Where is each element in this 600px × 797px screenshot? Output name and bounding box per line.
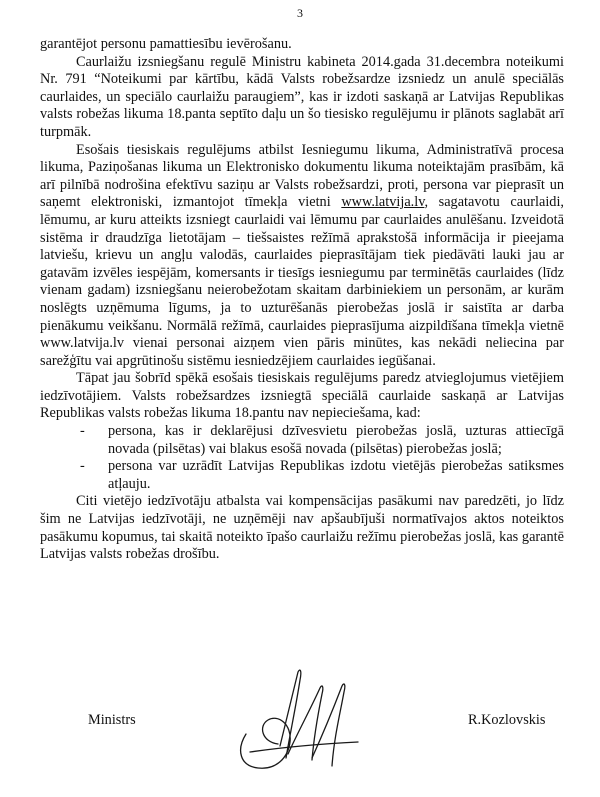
page-number: 3 [297, 6, 303, 20]
list-item [40, 458, 564, 493]
paragraph-continuation: garantējot personu pamattiesību ievērošanu. [40, 36, 292, 52]
list-dash: - [80, 458, 85, 475]
paragraph-relief: Tāpat jau šobrīd spēkā esošais tiesiskais regulējums paredz atvieglojumus vietējiem iedzīvotājiem. Valsts robežsardzes izsniegtā speciālā caurlaide saskaņā ar Latvijas Republikas valsts robežas likuma 18.pantu nav nepieciešama, kad: [40, 370, 564, 422]
list-item-text: persona var uzrādīt Latvijas Republikas izdotu vietējās pierobežas satiksmes atļauju. [108, 458, 564, 492]
signature-block [0, 712, 600, 732]
document-body [40, 36, 564, 564]
exemption-list [40, 423, 564, 493]
paragraph-legal-framework-start: Esošais tiesiskais regulējums atbilst Iesniegumu likuma, Administratīvā procesa likuma, Paziņošanas likuma un Elektronisko dokumentu likuma noteiktajām prasībām, kā arī pilnībā nodrošina efektīvu saziņu ar Valsts robežsardzi, proti, persona var pieprasīt un saņemt elektroniski, izmantojot tīmekļa vietni [40, 141, 564, 211]
paragraph-legal-framework-end: , sagatavotu caurlaidi, lēmumu, ar kuru atteikts izsniegt caurlaidi vai lēmumu par caurlaides anulēšanu. Izveidotā sistēma ir draudzīga lietotājam – tiešsaistes režīmā aprakstošā informācija ir pieejama latviešu, krievu un angļu valodās, caurlaides pieprasītājam tiek piedāvāti lauki jau ar gatavām izvēles iespējām, komersants ir tiesīgs iesniegumu par terminētās caurlaides (līdz vienam gadam) izsniegšanu neierobežotam skaitam darbiniekiem un personām, ar kurām noslēgts uzņēmuma līgums, ja to uzturēšanās pierobežas joslā ir saistīta ar darba pienākumu veikšanu. Normālā režīmā, caurlaides pieprasījuma aizpildīšana tīmekļa vietnē www.latvija.lv vienai personai aizņem vien pāris minūtes, kas nekādi neliecina par sarežģītu vai apgrūtinošu sistēmu iesniedzējiem caurlaides iegūšanai. [40, 194, 564, 369]
minister-title: Ministrs [88, 712, 136, 728]
latvija-lv-link[interactable]: www.latvija.lv [341, 194, 425, 211]
list-item-text: persona, kas ir deklarējusi dzīvesvietu pierobežas joslā, uzturas attiecīgā novada (pilsētas) vai blakus esošā novada (pilsētas) pierobežas joslā; [108, 423, 564, 457]
minister-name: R.Kozlovskis [468, 712, 546, 728]
paragraph-closing: Citi vietējo iedzīvotāju atbalsta vai kompensācijas pasākumi nav paredzēti, jo līdz šim ne Latvijas iedzīvotāji, ne uzņēmēji nav apšaubījuši normatīvajos aktos noteiktos pasākumu kopumus, tai skaitā noteikto īpašo caurlaižu režīmu pierobežas joslā, kas garantē Latvijas valsts robežas drošību. [40, 493, 564, 563]
list-item [40, 423, 564, 458]
paragraph-regulation: Caurlaižu izsniegšanu regulē Ministru kabineta 2014.gada 31.decembra noteikumi Nr. 791 “Noteikumi par kārtību, kādā Valsts robežsardze izsniedz un anulē speciālās caurlaides, un speciālo caurlaižu paraugiem”, kas ir izdoti saskaņā ar Latvijas Republikas valsts robežas likuma 18.panta septīto daļu un šo tiesisko regulējumu ir plānots saglabāt arī turpmāk. [40, 53, 564, 140]
list-dash: - [80, 423, 85, 440]
paragraph-legal-framework [40, 142, 564, 371]
